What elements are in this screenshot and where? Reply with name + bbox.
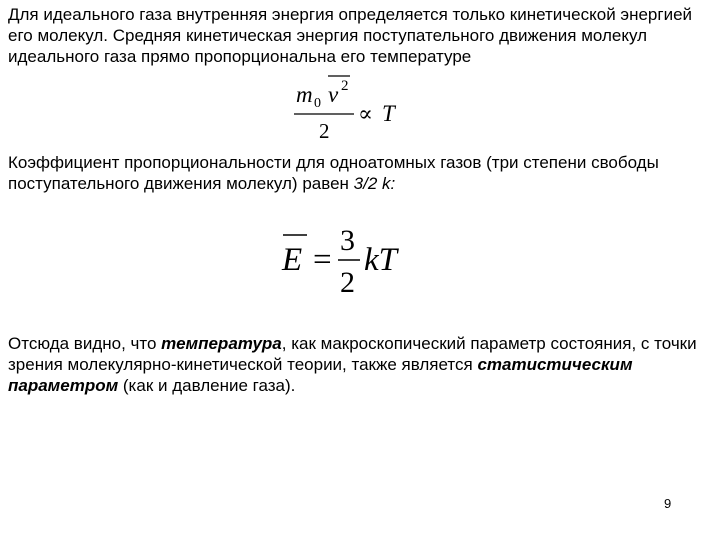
formula2-denominator: 2	[340, 266, 355, 299]
term-temperature: температура	[161, 334, 282, 353]
formula2-numerator: 3	[340, 224, 355, 257]
conclusion-part3: (как и давление газа).	[118, 376, 296, 395]
velocity-symbol: v	[328, 82, 339, 107]
mass-subscript: 0	[314, 96, 321, 111]
coefficient-paragraph	[8, 152, 708, 194]
coefficient-text: Коэффициент пропорциональности для одноатомных газов (три степени свободы поступательного движения молекул) равен	[8, 153, 659, 193]
conclusion-paragraph	[8, 333, 708, 396]
velocity-exponent: 2	[341, 78, 349, 94]
equals-symbol: =	[313, 242, 332, 278]
temperature-symbol: T	[382, 101, 395, 126]
energy-symbol: E	[282, 242, 303, 278]
proportional-symbol: ∝	[358, 102, 373, 127]
page-number: 9	[664, 496, 672, 511]
mass-symbol: m	[296, 82, 313, 107]
formula1-denominator: 2	[319, 119, 330, 143]
conclusion-part2: , как макроскопический параметр состояния, с точки зрения молекулярно-кинетической теории, также является	[8, 334, 697, 374]
intro-paragraph	[8, 4, 708, 67]
conclusion-part1: Отсюда видно, что	[8, 334, 162, 353]
kt-symbol: kT	[364, 242, 397, 278]
term-statistical-parameter: статистическим параметром	[8, 355, 633, 395]
average-energy-formula	[280, 220, 420, 302]
kinetic-energy-proportionality-formula	[290, 74, 410, 144]
intro-text: Для идеального газа внутренняя энергия определяется только кинетической энергией его молекул. Средняя кинетическая энергия поступательного движения молекул идеального газа прямо пропорциональна его температуре	[8, 5, 693, 66]
coefficient-value: 3/2 k:	[353, 174, 396, 193]
